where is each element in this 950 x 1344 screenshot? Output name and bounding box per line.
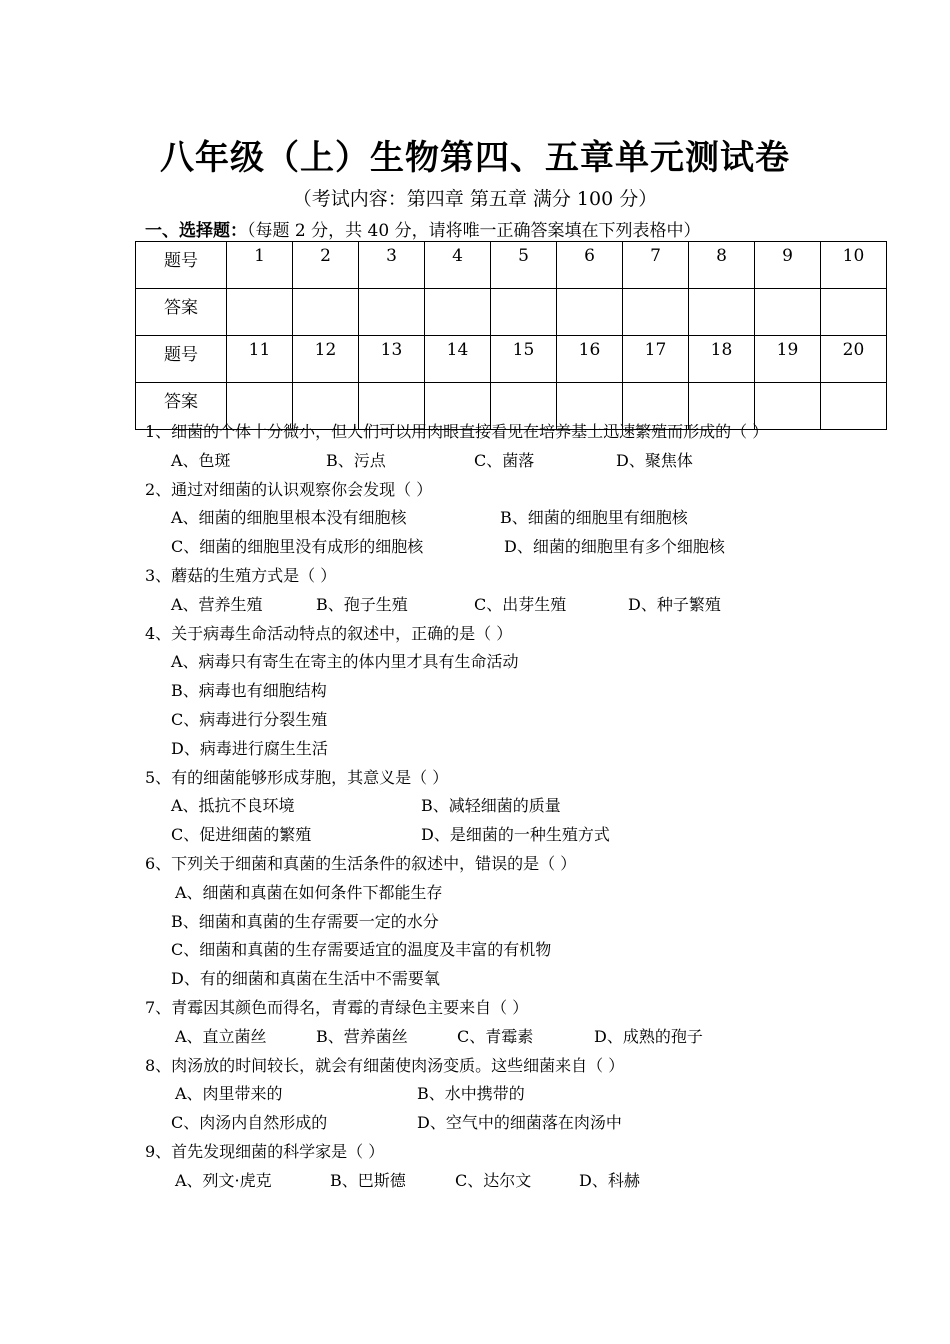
- question-number-cell: 11: [227, 336, 293, 383]
- option: A、色斑: [171, 450, 231, 470]
- answer-cell[interactable]: [623, 289, 689, 336]
- question-number-cell: 4: [425, 242, 491, 289]
- option-row: [145, 533, 905, 562]
- question-number-cell: 5: [491, 242, 557, 289]
- question-stem: 4、关于病毒生命活动特点的叙述中，正确的是（ ）: [145, 623, 513, 643]
- question-number-cell: 2: [293, 242, 359, 289]
- option: D、种子繁殖: [628, 594, 721, 614]
- question-stem: 1、细菌的个体十分微小，但人们可以用肉眼直接看见在培养基上迅速繁殖而形成的（ ）: [145, 422, 769, 441]
- question-stem: 9、首先发现细菌的科学家是（ ）: [145, 1141, 385, 1161]
- answer-cell[interactable]: [821, 289, 887, 336]
- question-number-cell: 3: [359, 242, 425, 289]
- option-row: [145, 1080, 905, 1109]
- option: A、肉里带来的: [175, 1084, 283, 1104]
- option: C、青霉素: [457, 1026, 534, 1046]
- option: A、列文·虎克: [175, 1170, 272, 1190]
- option: B、营养菌丝: [316, 1026, 408, 1046]
- answer-cell[interactable]: [227, 289, 293, 336]
- answer-cell[interactable]: [359, 289, 425, 336]
- option: C、出芽生殖: [474, 594, 567, 614]
- answer-cell[interactable]: [755, 289, 821, 336]
- option: C、细菌和真菌的生存需要适宜的温度及丰富的有机物: [171, 940, 552, 960]
- option: B、巴斯德: [330, 1170, 406, 1190]
- row-label-answer: 答案: [136, 383, 227, 430]
- question-number-cell: 7: [623, 242, 689, 289]
- option: A、病毒只有寄生在寄主的体内里才具有生命活动: [171, 652, 519, 672]
- question-stem: 7、青霉因其颜色而得名，青霉的青绿色主要来自（ ）: [145, 997, 529, 1017]
- option: D、成熟的孢子: [594, 1026, 703, 1046]
- option: B、孢子生殖: [316, 594, 408, 614]
- section-heading: [145, 216, 701, 241]
- question-number-cell: 9: [755, 242, 821, 289]
- question-number-cell: 12: [293, 336, 359, 383]
- row-label-answer: 答案: [136, 289, 227, 336]
- section-note: （每题 2 分，共 40 分，请将唯一正确答案填在下列表格中）: [247, 221, 701, 241]
- option: D、有的细菌和真菌在生活中不需要氧: [171, 969, 440, 989]
- question-number-cell: 15: [491, 336, 557, 383]
- answer-cell[interactable]: [425, 289, 491, 336]
- option: B、细菌和真菌的生存需要一定的水分: [171, 911, 439, 931]
- option-row: [145, 1109, 905, 1138]
- option: D、是细菌的一种生殖方式: [421, 825, 610, 845]
- option: D、科赫: [579, 1170, 640, 1190]
- option: A、细菌的细胞里根本没有细胞核: [171, 508, 407, 528]
- question-stem: 2、通过对细菌的认识观察你会发现（ ）: [145, 479, 433, 499]
- question-stem: 3、蘑菇的生殖方式是（ ）: [145, 565, 337, 585]
- option: C、达尔文: [455, 1170, 532, 1190]
- answer-cell[interactable]: [689, 289, 755, 336]
- option: A、直立菌丝: [175, 1026, 267, 1046]
- option-row: [145, 1023, 905, 1052]
- option: A、细菌和真菌在如何条件下都能生存: [175, 882, 443, 902]
- question-number-cell: 19: [755, 336, 821, 383]
- option: D、空气中的细菌落在肉汤中: [417, 1113, 622, 1133]
- question-number-cell: 10: [821, 242, 887, 289]
- question-number-cell: 1: [227, 242, 293, 289]
- option-row: [145, 447, 905, 476]
- answer-cell[interactable]: [557, 289, 623, 336]
- page-subtitle: （考试内容：第四章 第五章 满分 100 分）: [292, 188, 658, 210]
- answer-table: [135, 241, 887, 430]
- table-row: [136, 289, 887, 336]
- option-row: [145, 591, 905, 620]
- option: D、细菌的细胞里有多个细胞核: [504, 537, 725, 557]
- option: B、减轻细菌的质量: [421, 796, 561, 816]
- option: C、肉汤内自然形成的: [171, 1113, 328, 1133]
- question-number-cell: 6: [557, 242, 623, 289]
- option: C、病毒进行分裂生殖: [171, 709, 328, 729]
- option: B、细菌的细胞里有细胞核: [500, 508, 688, 528]
- option: D、聚焦体: [616, 450, 693, 470]
- question-list: [145, 418, 905, 1196]
- option-row: [145, 792, 905, 821]
- page-title: 八年级（上）生物第四、五章单元测试卷: [160, 138, 790, 178]
- row-label-number: 题号: [136, 242, 227, 289]
- option: B、病毒也有细胞结构: [171, 681, 327, 701]
- option: B、水中携带的: [417, 1084, 525, 1104]
- question-number-cell: 13: [359, 336, 425, 383]
- question-number-cell: 8: [689, 242, 755, 289]
- option: C、菌落: [474, 450, 535, 470]
- option-row: [145, 504, 905, 533]
- question-number-cell: 14: [425, 336, 491, 383]
- table-row: [136, 242, 887, 289]
- question-stem: 5、有的细菌能够形成芽胞，其意义是（ ）: [145, 767, 449, 787]
- question-stem: 6、下列关于细菌和真菌的生活条件的叙述中，错误的是（ ）: [145, 853, 577, 873]
- option-row: [145, 821, 905, 850]
- row-label-number: 题号: [136, 336, 227, 383]
- option: D、病毒进行腐生生活: [171, 738, 328, 758]
- answer-cell[interactable]: [293, 289, 359, 336]
- question-number-cell: 16: [557, 336, 623, 383]
- answer-cell[interactable]: [491, 289, 557, 336]
- option: A、抵抗不良环境: [171, 796, 295, 816]
- question-number-cell: 18: [689, 336, 755, 383]
- section-label: 一、选择题：: [145, 221, 247, 241]
- option: A、营养生殖: [171, 594, 263, 614]
- question-number-cell: 17: [623, 336, 689, 383]
- option: C、促进细菌的繁殖: [171, 825, 312, 845]
- question-stem: 8、肉汤放的时间较长，就会有细菌使肉汤变质。这些细菌来自（ ）: [145, 1055, 625, 1075]
- option: C、细菌的细胞里没有成形的细胞核: [171, 537, 424, 557]
- table-row: [136, 336, 887, 383]
- question-number-cell: 20: [821, 336, 887, 383]
- option: B、污点: [326, 450, 386, 470]
- option-row: [145, 1167, 905, 1196]
